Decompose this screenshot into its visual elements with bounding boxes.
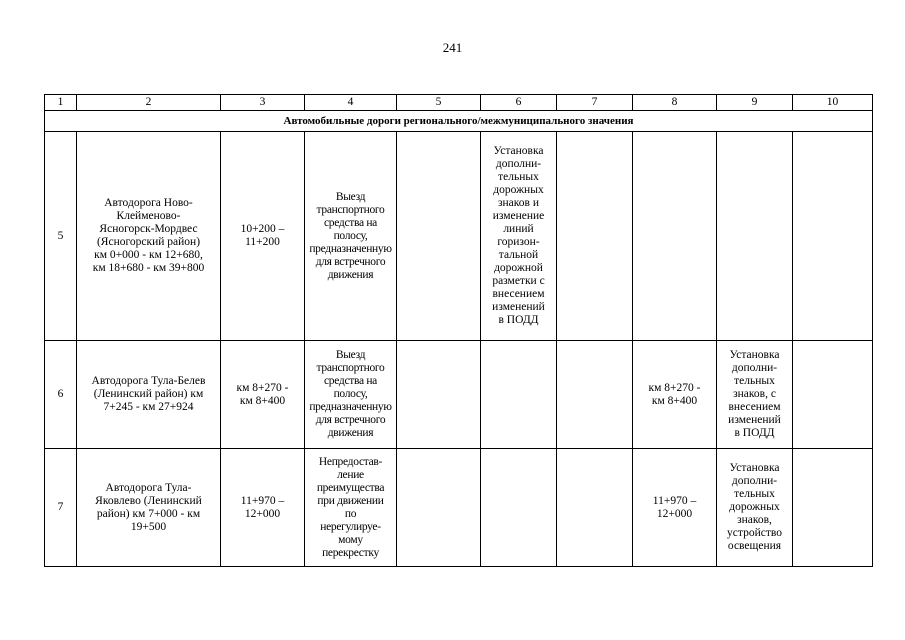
section-title: Автомобильные дороги регионального/межмуниципального значения: [45, 111, 873, 132]
row-number: 7: [45, 449, 77, 567]
km-range-col8: 11+970 – 12+000: [633, 449, 717, 567]
row-number: 5: [45, 132, 77, 341]
violation-type: Непредостав- ление преимущества при движении по нерегулируе- мому перекрестку: [305, 449, 397, 567]
road-name: Автодорога Тула- Яковлево (Ленинский район) км 7+000 - км 19+500: [77, 449, 221, 567]
column-header: 5: [397, 95, 481, 111]
column-numbers-row: [45, 95, 873, 111]
page-number: 241: [442, 40, 463, 55]
cell-col7: [557, 341, 633, 449]
cell-col10: [793, 132, 873, 341]
column-header: 6: [481, 95, 557, 111]
column-header: 10: [793, 95, 873, 111]
measures-col9: Установка дополни- тельных дорожных знаков, устройство освещения: [717, 449, 793, 567]
km-range: км 8+270 - км 8+400: [221, 341, 305, 449]
measures-col6: [481, 449, 557, 567]
road-name: Автодорога Ново- Клейменово- Ясногорск-Мордвес (Ясногорский район) км 0+000 - км 12+680, км 18+680 - км 39+800: [77, 132, 221, 341]
table-row: [45, 341, 873, 449]
km-range-col8: км 8+270 - км 8+400: [633, 341, 717, 449]
column-header: 7: [557, 95, 633, 111]
road-safety-table: [44, 94, 873, 567]
measures-col9: Установка дополни- тельных знаков, с внесением изменений в ПОДД: [717, 341, 793, 449]
cell-col10: [793, 449, 873, 567]
cell-col10: [793, 341, 873, 449]
column-header: 9: [717, 95, 793, 111]
cell-col5: [397, 341, 481, 449]
table-row: [45, 132, 873, 341]
violation-type: Выезд транспортного средства на полосу, предназначенную для встречного движения: [305, 132, 397, 341]
km-range: 11+970 – 12+000: [221, 449, 305, 567]
cell-col7: [557, 132, 633, 341]
measures-col6: [481, 341, 557, 449]
road-name: Автодорога Тула-Белев (Ленинский район) км 7+245 - км 27+924: [77, 341, 221, 449]
section-title-row: [45, 111, 873, 132]
row-number: 6: [45, 341, 77, 449]
column-header: 1: [45, 95, 77, 111]
km-range: 10+200 – 11+200: [221, 132, 305, 341]
measures-col9: [717, 132, 793, 341]
column-header: 8: [633, 95, 717, 111]
km-range-col8: [633, 132, 717, 341]
table-row: [45, 449, 873, 567]
column-header: 3: [221, 95, 305, 111]
cell-col7: [557, 449, 633, 567]
column-header: 4: [305, 95, 397, 111]
measures-col6: Установка дополни- тельных дорожных знаков и изменение линий горизон- тальной дорожной разметки с внесением изменений в ПОДД: [481, 132, 557, 341]
cell-col5: [397, 132, 481, 341]
violation-type: Выезд транспортного средства на полосу, предназначенную для встречного движения: [305, 341, 397, 449]
cell-col5: [397, 449, 481, 567]
column-header: 2: [77, 95, 221, 111]
